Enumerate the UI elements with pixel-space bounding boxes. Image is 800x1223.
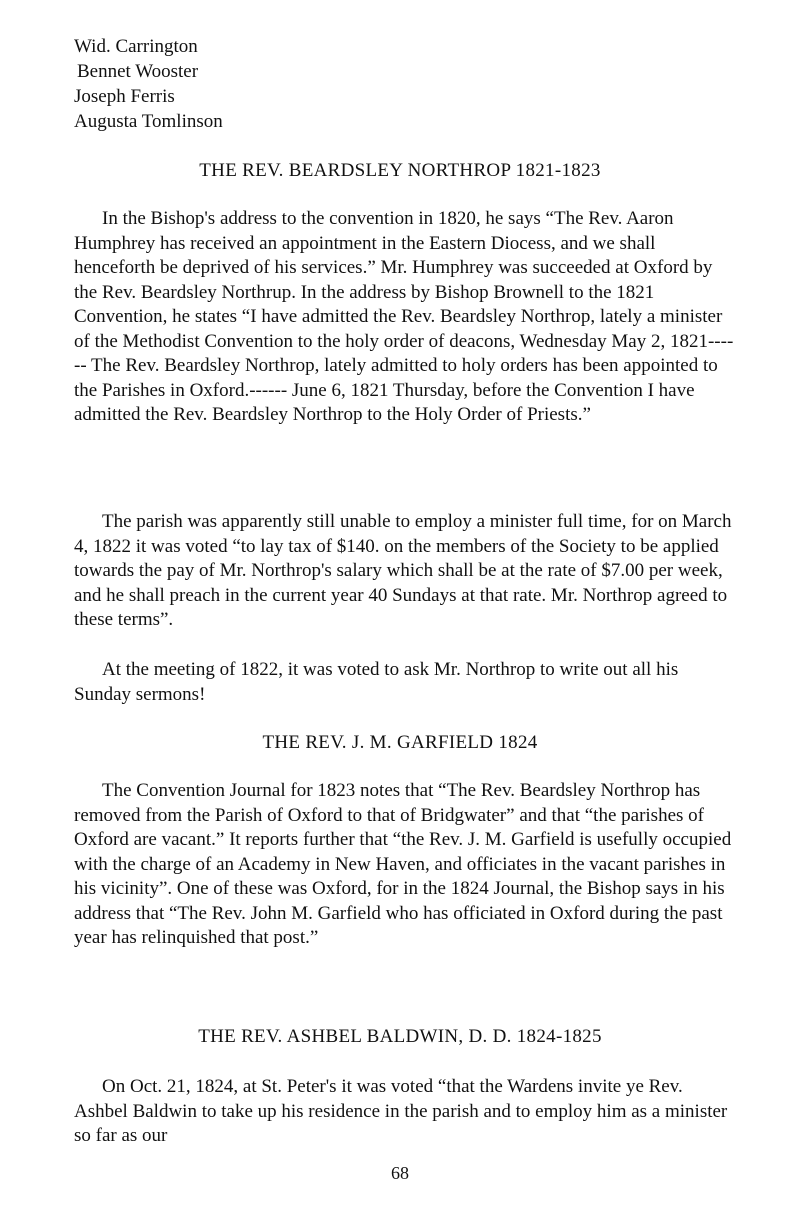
section-heading: THE REV. BEARDSLEY NORTHROP 1821-1823 xyxy=(199,160,601,181)
paragraph: On Oct. 21, 1824, at St. Peter's it was voted “that the Wardens invite ye Rev. Ashbel Baldwin to take up his residence in the parish and to employ him as a minister so far as our xyxy=(74,1076,728,1146)
paragraph: The parish was apparently still unable to employ a minister full time, for on March 4, 1822 it was voted “to lay tax of $140. on the members of the Society to be applied towards the pay of Mr. Northrop's salary which shall be at the rate of $7.00 per week, and he shall preach in the current year 40 Sundays at that rate. Mr. Northrop agreed to these terms”. xyxy=(74,511,732,630)
section-heading: THE REV. ASHBEL BALDWIN, D. D. 1824-1825 xyxy=(198,1026,602,1047)
paragraph: In the Bishop's address to the convention in 1820, he says “The Rev. Aaron Humphrey has received an appointment in the Eastern Diocess, and we shall henceforth be deprived of his services.” Mr. Humphrey was succeeded at Oxford by the Rev. Beardsley Northrup. In the address by Bishop Brownell to the 1821 Convention, he states “I have admitted the Rev. Beardsley Northrop, lately a minister of the Methodist Convention to the holy order of deacons, Wednesday May 2, 1821------ The Rev. Beardsley Northrop, lately admitted to holy orders has been appointed to the Parishes in Oxford.------ June 6, 1821 Thursday, before the Convention I have admitted the Rev. Beardsley Northrop to the Holy Order of Priests.” xyxy=(74,208,734,425)
paragraph: The Convention Journal for 1823 notes that “The Rev. Beardsley Northrop has removed from the Parish of Oxford to that of Bridgwater” and that “the parishes of Oxford are vacant.” It reports further that “the Rev. J. M. Garfield is usefully occupied with the charge of an Academy in New Haven, and officiates in the vacant parishes in his vicinity”. One of these was Oxford, for in the 1824 Journal, the Bishop says in his address that “The Rev. John M. Garfield who has officiated in Oxford during the past year has relinquished that post.” xyxy=(74,780,732,948)
section-heading: THE REV. J. M. GARFIELD 1824 xyxy=(262,732,538,753)
name-line: Wid. Carrington xyxy=(74,36,198,57)
paragraph: At the meeting of 1822, it was voted to ask Mr. Northrop to write out all his Sunday sermons! xyxy=(74,659,679,705)
name-line: Bennet Wooster xyxy=(77,61,199,82)
names-list xyxy=(74,34,223,134)
name-line: Augusta Tomlinson xyxy=(74,111,223,132)
name-line: Joseph Ferris xyxy=(74,86,175,107)
page-number: 68 xyxy=(391,1163,409,1183)
